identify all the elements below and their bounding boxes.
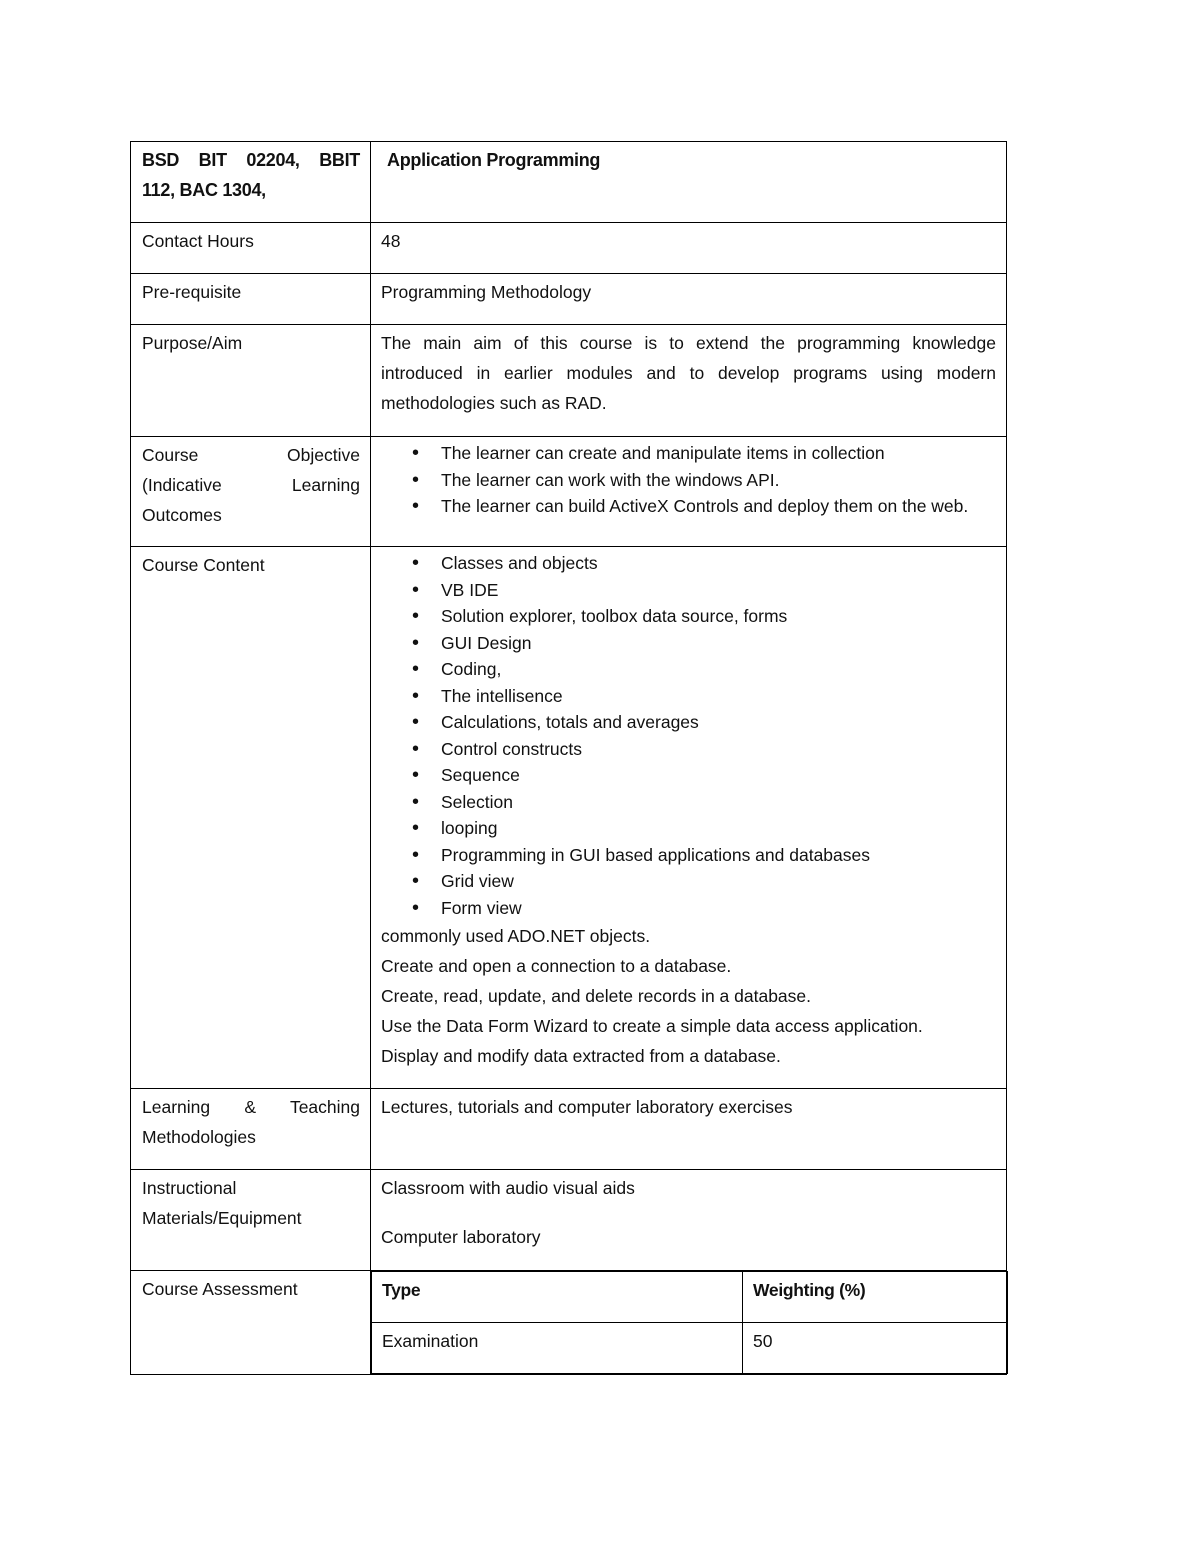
purpose-value: The main aim of this course is to extend the programming knowledge introduced in earlier modules and to develop programs using modern methodologies such as RAD. bbox=[371, 325, 1007, 437]
methodologies-label-line2: Methodologies bbox=[142, 1127, 256, 1147]
assessment-label: Course Assessment bbox=[131, 1271, 371, 1375]
objective-items-cell bbox=[371, 437, 1007, 547]
list-item: • The intellisence bbox=[371, 683, 996, 710]
assessment-table bbox=[371, 1271, 1008, 1374]
materials-label-line1: Instructional bbox=[142, 1178, 237, 1198]
list-item: • looping bbox=[371, 815, 996, 842]
assessment-col-type: Type bbox=[372, 1272, 743, 1323]
assessment-row bbox=[131, 1271, 1007, 1375]
prerequisite-value: Programming Methodology bbox=[371, 274, 1007, 325]
materials-label-cell bbox=[131, 1170, 371, 1271]
materials-item: Classroom with audio visual aids bbox=[381, 1178, 635, 1198]
methodologies-label-cell bbox=[131, 1089, 371, 1170]
content-line: commonly used ADO.NET objects. bbox=[381, 926, 651, 946]
purpose-label: Purpose/Aim bbox=[131, 325, 371, 437]
list-item: • Form view bbox=[371, 895, 996, 922]
content-cell bbox=[371, 547, 1007, 1089]
content-line: Create, read, update, and delete records in a database. bbox=[381, 986, 812, 1006]
contact-hours-label: Contact Hours bbox=[131, 223, 371, 274]
course-title-cell bbox=[371, 142, 1007, 223]
assessment-col-weight: Weighting (%) bbox=[743, 1272, 1008, 1323]
content-row bbox=[131, 547, 1007, 1089]
list-item: • Classes and objects bbox=[371, 550, 996, 577]
objective-row bbox=[131, 437, 1007, 547]
course-code-cell bbox=[131, 142, 371, 223]
purpose-row bbox=[131, 325, 1007, 437]
list-item: • The learner can create and manipulate items in collection bbox=[371, 440, 996, 467]
list-item: • The learner can work with the windows API. bbox=[371, 467, 996, 494]
objective-list bbox=[371, 440, 996, 520]
content-line: Create and open a connection to a database. bbox=[381, 956, 732, 976]
list-item: • Control constructs bbox=[371, 736, 996, 763]
assessment-cell bbox=[371, 1271, 1007, 1375]
list-item: • VB IDE bbox=[371, 577, 996, 604]
materials-item: Computer laboratory bbox=[381, 1227, 541, 1247]
list-item: • The learner can build ActiveX Controls and deploy them on the web. bbox=[371, 493, 996, 520]
list-item: • Sequence bbox=[371, 762, 996, 789]
objective-label-cell bbox=[131, 437, 371, 547]
objective-label-line1: Course Objective bbox=[142, 445, 360, 465]
course-code-line2: 112, BAC 1304, bbox=[142, 180, 266, 200]
course-code-line1: BSD BIT 02204, BBIT bbox=[142, 150, 360, 170]
table-row bbox=[372, 1323, 1008, 1374]
list-item: • Programming in GUI based applications and databases bbox=[371, 842, 996, 869]
list-item: • GUI Design bbox=[371, 630, 996, 657]
list-item: • Calculations, totals and averages bbox=[371, 709, 996, 736]
assessment-header-row bbox=[372, 1272, 1008, 1323]
assessment-type-cell: Examination bbox=[372, 1323, 743, 1374]
methodologies-row bbox=[131, 1089, 1007, 1170]
contact-hours-row bbox=[131, 223, 1007, 274]
objective-label-line3: Outcomes bbox=[142, 505, 222, 525]
prerequisite-row bbox=[131, 274, 1007, 325]
assessment-weight-cell: 50 bbox=[743, 1323, 1008, 1374]
list-item: • Coding, bbox=[371, 656, 996, 683]
content-line: Use the Data Form Wizard to create a simple data access application. bbox=[381, 1016, 923, 1036]
materials-row bbox=[131, 1170, 1007, 1271]
course-title: Application Programming bbox=[387, 150, 601, 170]
list-item: • Solution explorer, toolbox data source, forms bbox=[371, 603, 996, 630]
prerequisite-label: Pre-requisite bbox=[131, 274, 371, 325]
course-outline-table bbox=[130, 141, 1007, 1375]
materials-cell bbox=[371, 1170, 1007, 1271]
content-bullet-list bbox=[371, 550, 996, 921]
list-item: • Selection bbox=[371, 789, 996, 816]
content-line: Display and modify data extracted from a database. bbox=[381, 1046, 781, 1066]
header-row bbox=[131, 142, 1007, 223]
methodologies-value: Lectures, tutorials and computer laboratory exercises bbox=[371, 1089, 1007, 1170]
methodologies-label-line1: Learning & Teaching bbox=[142, 1097, 360, 1117]
objective-label-line2: (Indicative Learning bbox=[142, 475, 360, 495]
content-label: Course Content bbox=[131, 547, 371, 1089]
list-item: • Grid view bbox=[371, 868, 996, 895]
materials-label-line2: Materials/Equipment bbox=[142, 1208, 302, 1228]
contact-hours-value: 48 bbox=[371, 223, 1007, 274]
